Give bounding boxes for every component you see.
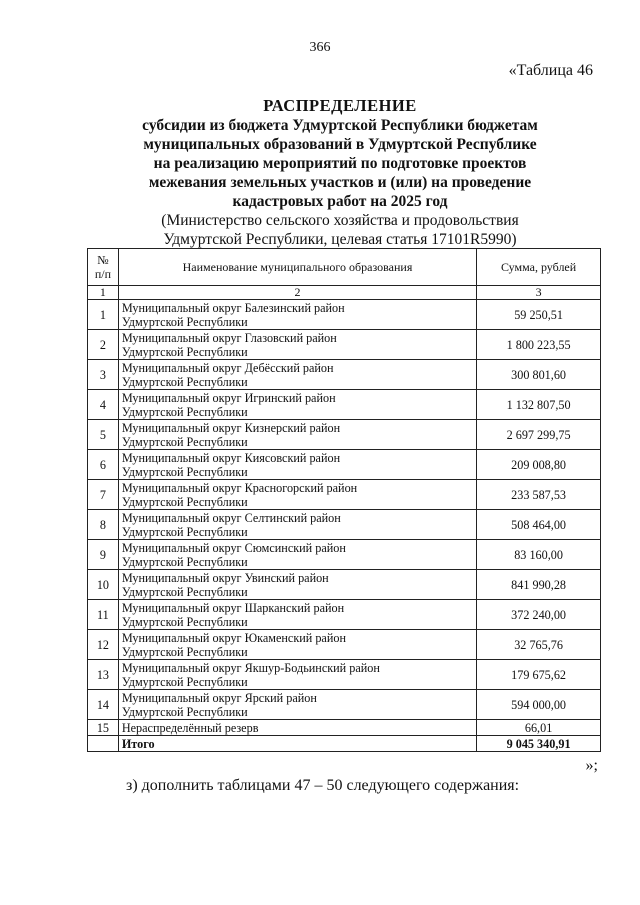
row-num: 6	[88, 450, 119, 480]
row-num: 9	[88, 540, 119, 570]
title-note-line: Удмуртской Республики, целевая статья 17101R5990)	[163, 231, 517, 248]
row-num: 2	[88, 330, 119, 360]
table-row	[88, 480, 601, 510]
row-sum: 594 000,00	[477, 690, 601, 720]
row-name-line1: Муниципальный округ Дебёсский район	[121, 360, 334, 375]
row-name-line2: Удмуртской Республики	[121, 374, 248, 389]
row-name-line2: Удмуртской Республики	[121, 434, 248, 449]
row-name-line1: Муниципальный округ Киясовский район	[121, 450, 341, 465]
row-num: 11	[88, 600, 119, 630]
row-name	[118, 480, 476, 510]
row-name-line1: Муниципальный округ Юкаменский район	[121, 630, 346, 645]
row-name	[118, 570, 476, 600]
table-row	[88, 420, 601, 450]
table-row	[88, 450, 601, 480]
page-number: 366	[309, 40, 331, 55]
row-name-line1: Муниципальный округ Балезинский район	[121, 300, 345, 315]
row-sum: 2 697 299,75	[477, 420, 601, 450]
row-num: 13	[88, 660, 119, 690]
table-header-row	[88, 249, 601, 286]
title-note-line: (Министерство сельского хозяйства и продовольствия	[161, 212, 519, 229]
row-name-line2: Удмуртской Республики	[121, 584, 248, 599]
table-row	[88, 630, 601, 660]
table-row	[88, 360, 601, 390]
row-name-line2: Удмуртской Республики	[121, 674, 248, 689]
row-name-line1: Муниципальный округ Селтинский район	[121, 510, 341, 525]
row-name-line2: Удмуртской Республики	[121, 404, 248, 419]
document-title	[90, 96, 590, 249]
table-row	[88, 690, 601, 720]
row-name	[118, 630, 476, 660]
row-name-line2: Удмуртской Республики	[121, 554, 248, 569]
title-line: муниципальных образований в Удмуртской Республике	[143, 136, 537, 153]
row-name-line2: Удмуртской Республики	[121, 314, 248, 329]
total-num-cell	[88, 736, 119, 752]
distribution-table	[87, 248, 601, 752]
footer-text: з) дополнить таблицами 47 – 50 следующего содержания:	[126, 777, 520, 794]
row-name-line2: Удмуртской Республики	[121, 644, 248, 659]
row-sum: 508 464,00	[477, 510, 601, 540]
column-index-row	[88, 286, 601, 300]
row-name	[118, 300, 476, 330]
header-name: Наименование муниципального образования	[118, 249, 476, 286]
row-sum: 233 587,53	[477, 480, 601, 510]
total-sum: 9 045 340,91	[477, 736, 601, 752]
row-name-line1: Муниципальный округ Кизнерский район	[121, 420, 341, 435]
row-num: 3	[88, 360, 119, 390]
table-label: «Таблица 46	[508, 62, 593, 79]
row-sum: 179 675,62	[477, 660, 601, 690]
row-name-line1: Муниципальный округ Игринский район	[121, 390, 336, 405]
index-cell: 1	[88, 286, 119, 300]
row-name	[118, 450, 476, 480]
row-name-line1: Муниципальный округ Якшур-Бодьинский район	[121, 660, 380, 675]
row-sum: 66,01	[477, 720, 601, 736]
row-num: 7	[88, 480, 119, 510]
row-sum: 59 250,51	[477, 300, 601, 330]
row-num: 1	[88, 300, 119, 330]
row-name-line2: Удмуртской Республики	[121, 524, 248, 539]
row-name-line2: Удмуртской Республики	[121, 464, 248, 479]
row-name-line2: Удмуртской Республики	[121, 704, 248, 719]
row-sum: 1 132 807,50	[477, 390, 601, 420]
table-row	[88, 510, 601, 540]
table-row	[88, 570, 601, 600]
header-num: № п/п	[88, 249, 119, 286]
row-name-line1: Муниципальный округ Глазовский район	[121, 330, 337, 345]
row-name: Нераспределённый резерв	[118, 720, 476, 736]
table-row	[88, 300, 601, 330]
row-sum: 841 990,28	[477, 570, 601, 600]
row-sum: 32 765,76	[477, 630, 601, 660]
index-cell: 3	[477, 286, 601, 300]
row-num: 15	[88, 720, 119, 736]
row-name-line1: Муниципальный округ Увинский район	[121, 570, 329, 585]
row-num: 8	[88, 510, 119, 540]
title-line: на реализацию мероприятий по подготовке проектов	[153, 155, 527, 172]
title-line: межевания земельных участков и (или) на проведение	[148, 174, 532, 191]
row-sum: 83 160,00	[477, 540, 601, 570]
title-heading: РАСПРЕДЕЛЕНИЕ	[263, 96, 417, 115]
closing-quote: »;	[585, 757, 598, 774]
reserve-row	[88, 720, 601, 736]
row-name	[118, 540, 476, 570]
row-name-line2: Удмуртской Республики	[121, 344, 248, 359]
row-name-line2: Удмуртской Республики	[121, 614, 248, 629]
total-row	[88, 736, 601, 752]
table-row	[88, 660, 601, 690]
row-num: 14	[88, 690, 119, 720]
table-row	[88, 600, 601, 630]
row-name	[118, 360, 476, 390]
row-name	[118, 690, 476, 720]
row-name-line1: Муниципальный округ Красногорский район	[121, 480, 358, 495]
table-row	[88, 330, 601, 360]
row-sum: 209 008,80	[477, 450, 601, 480]
title-line: субсидии из бюджета Удмуртской Республики бюджетам	[142, 117, 538, 134]
row-name-line1: Муниципальный округ Ярский район	[121, 690, 317, 705]
row-num: 12	[88, 630, 119, 660]
title-line: кадастровых работ на 2025 год	[232, 193, 448, 210]
table-row	[88, 540, 601, 570]
row-sum: 1 800 223,55	[477, 330, 601, 360]
row-num: 10	[88, 570, 119, 600]
total-label: Итого	[118, 736, 476, 752]
row-num: 4	[88, 390, 119, 420]
row-name	[118, 420, 476, 450]
row-name	[118, 390, 476, 420]
index-cell: 2	[118, 286, 476, 300]
row-name-line1: Муниципальный округ Шарканский район	[121, 600, 345, 615]
row-name	[118, 330, 476, 360]
header-sum: Сумма, рублей	[477, 249, 601, 286]
row-num: 5	[88, 420, 119, 450]
row-name	[118, 660, 476, 690]
row-name	[118, 600, 476, 630]
row-name-line1: Муниципальный округ Сюмсинский район	[121, 540, 346, 555]
table-row	[88, 390, 601, 420]
row-sum: 372 240,00	[477, 600, 601, 630]
row-name-line2: Удмуртской Республики	[121, 494, 248, 509]
row-name	[118, 510, 476, 540]
row-sum: 300 801,60	[477, 360, 601, 390]
